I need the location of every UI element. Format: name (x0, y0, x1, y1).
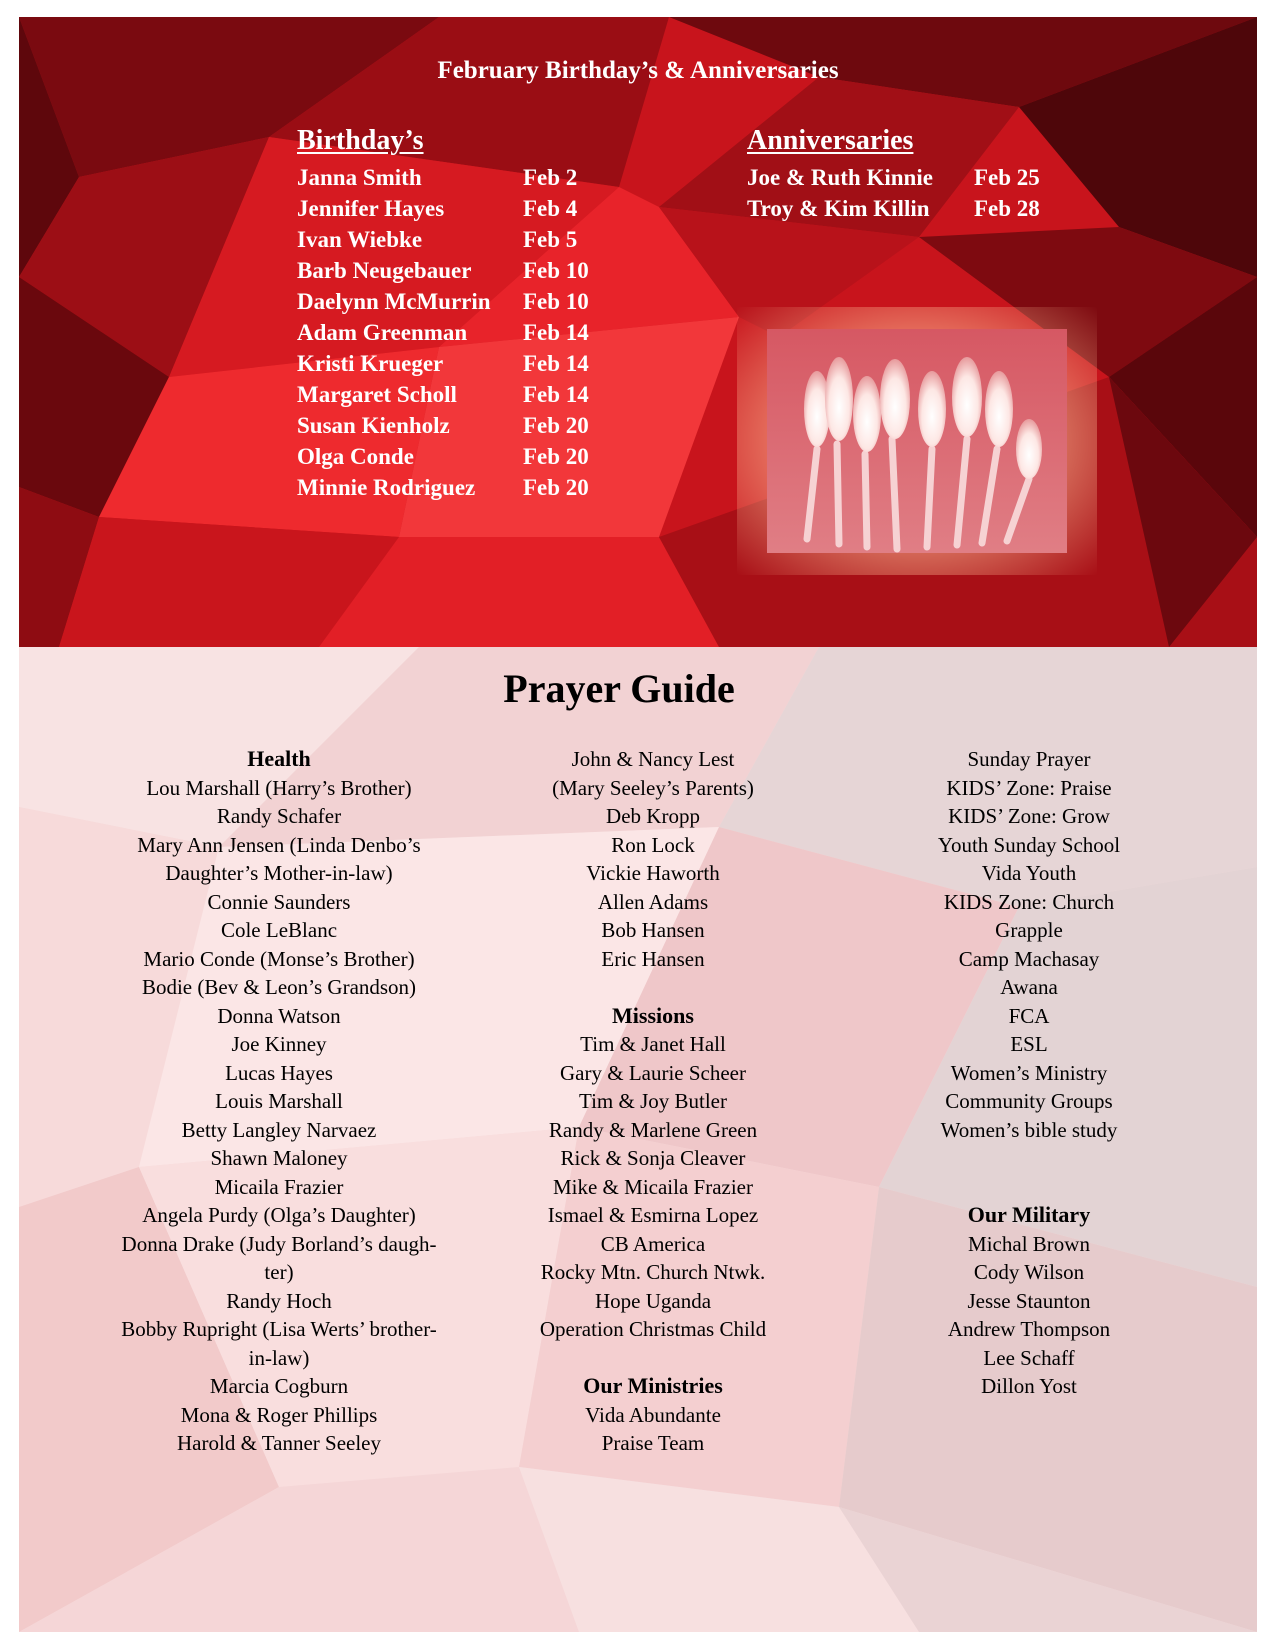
missions-heading: Missions (612, 1002, 694, 1028)
birthday-name: Adam Greenman (297, 320, 468, 345)
birthday-date: Feb 4 (523, 196, 578, 221)
health-item: Angela Purdy (Olga’s Daughter) (142, 1203, 416, 1227)
birthday-date: Feb 14 (523, 320, 589, 345)
health-item: Louis Marshall (215, 1089, 343, 1113)
health-item: Ron Lock (611, 832, 695, 857)
health-item: Randy Schafer (216, 804, 342, 828)
birthday-name: Olga Conde (297, 444, 414, 469)
birthday-name: Janna Smith (297, 165, 422, 190)
ministries-item: Community Groups (945, 1089, 1113, 1113)
ministries-item: KIDS Zone: Church (943, 889, 1115, 914)
birthday-name: Daelynn McMurrin (297, 289, 491, 314)
health-item: Micaila Frazier (214, 1174, 344, 1199)
ministries-heading: Our Ministries (583, 1373, 723, 1398)
health-item: Lucas Hayes (225, 1060, 333, 1085)
birthday-name: Minnie Rodriguez (297, 475, 476, 500)
health-item: Allen Adams (597, 889, 709, 914)
missions-item: Ismael & Esmirna Lopez (547, 1203, 759, 1227)
health-item: Bobby Rupright (Lisa Werts’ brother- (121, 1317, 437, 1341)
missions-item: Tim & Joy Butler (578, 1089, 727, 1113)
health-item: Donna Drake (Judy Borland’s daugh- (121, 1231, 437, 1256)
ministries-item: Sunday Prayer (967, 747, 1091, 771)
military-item: Andrew Thompson (947, 1317, 1111, 1341)
health-item: (Mary Seeley’s Parents) (552, 775, 754, 800)
ministries-item: Grapple (995, 918, 1063, 942)
health-item: Cole LeBlanc (220, 918, 338, 942)
page (19, 17, 1257, 1632)
candles-icon (767, 329, 1067, 553)
birthday-name: Barb Neugebauer (297, 258, 472, 283)
health-item: Joe Kinney (231, 1032, 327, 1056)
ministries-item: Vida Youth (981, 861, 1077, 885)
health-item: Mario Conde (Monse’s Brother) (143, 946, 415, 971)
birthday-date: Feb 10 (523, 289, 589, 314)
health-item: Donna Watson (217, 1003, 341, 1028)
birthday-name: Margaret Scholl (297, 382, 457, 407)
missions-item: Rocky Mtn. Church Ntwk. (540, 1260, 766, 1284)
birthday-name: Ivan Wiebke (297, 227, 423, 252)
missions-item: Hope Uganda (594, 1288, 712, 1313)
anniversary-name: Troy & Kim Killin (747, 196, 930, 221)
missions-item: Rick & Sonja Cleaver (560, 1146, 746, 1170)
anniversaries-heading: Anniversaries (747, 125, 914, 156)
ministries-item: Praise Team (601, 1431, 705, 1455)
birthday-date: Feb 14 (523, 351, 589, 376)
ministries-item: Awana (1000, 975, 1058, 999)
health-item: Daughter’s Mother-in-law) (165, 861, 393, 885)
ministries-item: KIDS’ Zone: Grow (948, 804, 1110, 828)
birthday-name: Jennifer Hayes (297, 196, 445, 221)
health-item: Mary Ann Jensen (Linda Denbo’s (137, 832, 421, 857)
birthday-date: Feb 20 (523, 413, 589, 438)
ministries-item: ESL (1010, 1032, 1048, 1056)
health-item: Mona & Roger Phillips (180, 1402, 378, 1427)
health-item: John & Nancy Lest (571, 747, 735, 771)
ministries-item: Camp Machasay (958, 946, 1100, 971)
missions-item: Mike & Micaila Frazier (552, 1174, 753, 1199)
military-item: Michal Brown (968, 1231, 1090, 1256)
military-item: Jesse Staunton (967, 1288, 1091, 1313)
health-item: ter) (264, 1260, 294, 1284)
birthday-date: Feb 14 (523, 382, 589, 407)
military-item: Cody Wilson (973, 1260, 1085, 1284)
birthday-name: Susan Kienholz (297, 413, 450, 438)
ministries-item: Vida Abundante (585, 1402, 721, 1427)
health-item: Betty Langley Narvaez (181, 1117, 377, 1142)
military-item: Lee Schaff (983, 1345, 1075, 1370)
missions-item: Gary & Laurie Scheer (560, 1060, 746, 1085)
health-item: in-law) (248, 1345, 310, 1370)
health-item: Eric Hansen (601, 946, 705, 971)
anniversary-date: Feb 25 (974, 165, 1040, 190)
health-item: Deb Kropp (606, 804, 700, 828)
health-item: Shawn Maloney (210, 1146, 348, 1170)
health-item: Harold & Tanner Seeley (177, 1431, 381, 1455)
anniversary-name: Joe & Ruth Kinnie (747, 165, 933, 190)
missions-item: Tim & Janet Hall (580, 1032, 726, 1056)
prayer-column-1 (79, 745, 479, 1458)
prayer-column-3 (849, 745, 1209, 1401)
birthday-date: Feb 5 (523, 227, 578, 252)
prayer-guide-section (19, 647, 1257, 1632)
military-heading: Our Military (967, 1202, 1091, 1227)
ministries-item: FCA (1008, 1003, 1050, 1028)
ministries-item: Women’s Ministry (950, 1060, 1108, 1085)
anniversary-date: Feb 28 (974, 196, 1040, 221)
birthday-date: Feb 20 (523, 444, 589, 469)
missions-item: Randy & Marlene Green (548, 1117, 758, 1142)
birthday-date: Feb 20 (523, 475, 589, 500)
health-item: Bob Hansen (601, 918, 705, 942)
health-heading: Health (247, 746, 311, 771)
birthdays-anniversaries-banner (19, 17, 1257, 647)
health-item: Vickie Haworth (586, 861, 720, 885)
birthday-date: Feb 2 (523, 165, 578, 190)
missions-item: Operation Christmas Child (539, 1317, 767, 1341)
ministries-item: KIDS’ Zone: Praise (946, 775, 1112, 800)
health-item: Marcia Cogburn (209, 1374, 349, 1398)
health-item: Randy Hoch (226, 1288, 332, 1313)
missions-item: CB America (600, 1231, 706, 1256)
prayer-column-2 (473, 745, 833, 1458)
health-item: Lou Marshall (Harry’s Brother) (146, 775, 412, 800)
birthday-candles-image (737, 307, 1097, 575)
banner-title: February Birthday’s & Anniversaries (437, 57, 839, 84)
military-item: Dillon Yost (981, 1374, 1077, 1398)
birthday-name: Kristi Krueger (297, 351, 444, 376)
health-item: Bodie (Bev & Leon’s Grandson) (141, 975, 417, 999)
health-item: Connie Saunders (207, 889, 351, 914)
birthday-date: Feb 10 (523, 258, 589, 283)
ministries-item: Women’s bible study (940, 1117, 1118, 1142)
ministries-item: Youth Sunday School (937, 832, 1121, 857)
prayer-guide-title: Prayer Guide (503, 666, 735, 711)
birthdays-heading: Birthday’s (297, 125, 424, 156)
